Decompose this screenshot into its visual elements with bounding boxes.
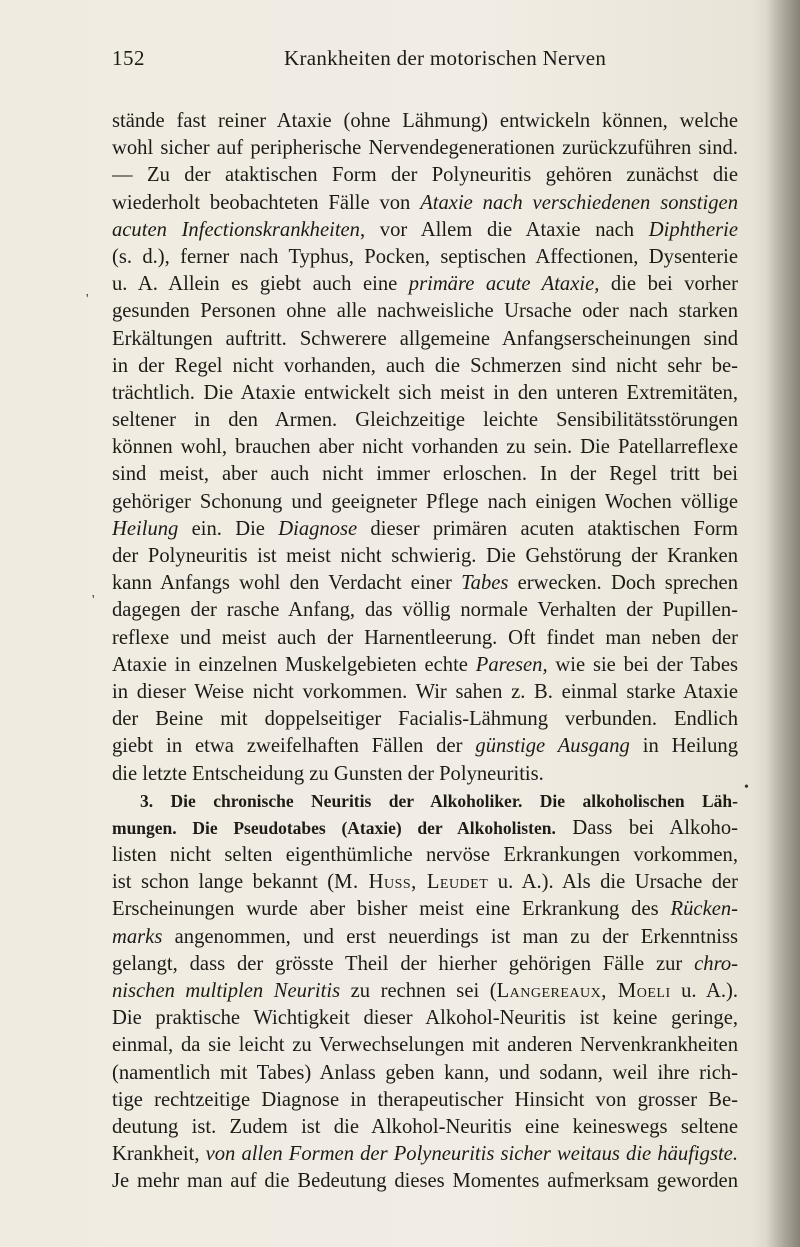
text-line: kann Anfangs wohl den Verdacht einer Tabes erwecken. Doch sprechen xyxy=(112,572,738,595)
text-line: acuten Infectionskrankheiten, vor Allem die Ataxie nach Diphtherie xyxy=(112,218,738,241)
text-line: einmal, da sie leicht zu Verwechselungen mit anderen Nervenkrankheiten xyxy=(112,1034,738,1057)
text-line: ist schon lange bekannt (M. Huss, Leudet u. A.). Als die Ursache der xyxy=(112,871,738,894)
text-line: u. A. Allein es giebt auch eine primäre acute Ataxie, die bei vorher xyxy=(112,273,738,296)
text-line: deutung ist. Zudem ist die Alkohol-Neuritis eine keineswegs seltene xyxy=(112,1115,738,1138)
text-line: stände fast reiner Ataxie (ohne Lähmung) entwickeln können, welche xyxy=(112,110,738,132)
page-header xyxy=(0,46,800,74)
text-line: wohl sicher auf peripherische Nervendegenerationen zurückzuführen sind. xyxy=(112,137,738,160)
running-head: Krankheiten der motorischen Nerven xyxy=(284,46,607,70)
text-line: reflexe und meist auch der Harnentleerung. Oft findet man neben der xyxy=(112,626,738,649)
text-line: giebt in etwa zweifelhaften Fällen der günstige Ausgang in Heilung xyxy=(112,735,738,758)
text-line: seltener in den Armen. Gleichzeitige leichte Sensibilitätsstörungen xyxy=(112,409,738,432)
text-line: gelangt, dass der grösste Theil der hierher gehörigen Fälle zur chro- xyxy=(112,952,738,975)
text-line: die letzte Entscheidung zu Gunsten der Polyneuritis. xyxy=(112,762,544,785)
text-line: gehöriger Schonung und geeigneter Pflege nach einigen Wochen völlige xyxy=(112,490,738,513)
text-line: — Zu der ataktischen Form der Polyneuritis gehören zunächst die xyxy=(112,164,738,187)
text-line: Ataxie in einzelnen Muskelgebieten echte Paresen, wie sie bei der Tabes xyxy=(112,653,738,676)
text-line: sind meist, aber auch nicht immer erloschen. In der Regel tritt bei xyxy=(112,463,738,486)
text-line: marks angenommen, und erst neuerdings ist man zu der Erkenntniss xyxy=(112,925,738,948)
text-line: der Polyneuritis ist meist nicht schwierig. Die Gehstörung der Kranken xyxy=(112,545,738,567)
text-line: Erkältungen auftritt. Schwerere allgemeine Anfangserscheinungen sind xyxy=(112,327,738,350)
text-line: Krankheit, von allen Formen der Polyneuritis sicher weitaus die häufigste. xyxy=(112,1143,738,1166)
text-line: Die praktische Wichtigkeit dieser Alkohol-Neuritis ist keine geringe, xyxy=(112,1007,738,1030)
text-line: gesunden Personen ohne alle nachweisliche Ursache oder nach starken xyxy=(112,300,738,323)
text-line: nischen multiplen Neuritis zu rechnen sei (Langereaux, Moeli u. A.). xyxy=(112,980,738,1002)
margin-dot-mark: • xyxy=(744,780,749,795)
section-heading: 3. Die chronische Neuritis der Alkoholiker. Die alkoholischen Läh- xyxy=(140,790,738,811)
section-heading-cont: mungen. Die Pseudotabes (Ataxie) der Alkoholisten. Dass bei Alkoho- xyxy=(112,816,738,839)
text-line: (s. d.), ferner nach Typhus, Pocken, septischen Affectionen, Dysenterie xyxy=(112,245,738,268)
text-line: dagegen der rasche Anfang, das völlig normale Verhalten der Pupillen- xyxy=(112,599,738,622)
text-line: in der Regel nicht vorhanden, auch die Schmerzen sind nicht sehr be- xyxy=(112,354,738,377)
text-line: der Beine mit doppelseitiger Facialis-Lähmung verbunden. Endlich xyxy=(112,708,738,731)
page-number: 152 xyxy=(112,46,145,70)
text-line: (namentlich mit Tabes) Anlass geben kann, und sodann, weil ihre rich- xyxy=(112,1061,738,1084)
margin-tick-mark: ' xyxy=(92,593,95,608)
text-line: trächtlich. Die Ataxie entwickelt sich meist in den unteren Extremitäten, xyxy=(112,381,738,404)
text-line: listen nicht selten eigenthümliche nervöse Erkrankungen vorkommen, xyxy=(112,844,738,867)
body-text xyxy=(112,108,738,1196)
text-line: wiederholt beobachteten Fälle von Ataxie nach verschiedenen sonstigen xyxy=(112,191,738,214)
text-line: Je mehr man auf die Bedeutung dieses Momentes aufmerksam geworden xyxy=(112,1170,738,1193)
text-line: in dieser Weise nicht vorkommen. Wir sahen z. B. einmal starke Ataxie xyxy=(112,680,738,703)
text-line: Heilung ein. Die Diagnose dieser primären acuten ataktischen Form xyxy=(112,517,738,540)
text-line: tige rechtzeitige Diagnose in therapeutischer Hinsicht von grosser Be- xyxy=(112,1088,738,1111)
page-edge-shadow xyxy=(766,0,800,1247)
margin-tick-mark: ' xyxy=(86,292,89,307)
text-line: Erscheinungen wurde aber bisher meist eine Erkrankung des Rücken- xyxy=(112,898,738,921)
text-line: können wohl, brauchen aber nicht vorhanden zu sein. Die Patellarreflexe xyxy=(112,436,738,459)
